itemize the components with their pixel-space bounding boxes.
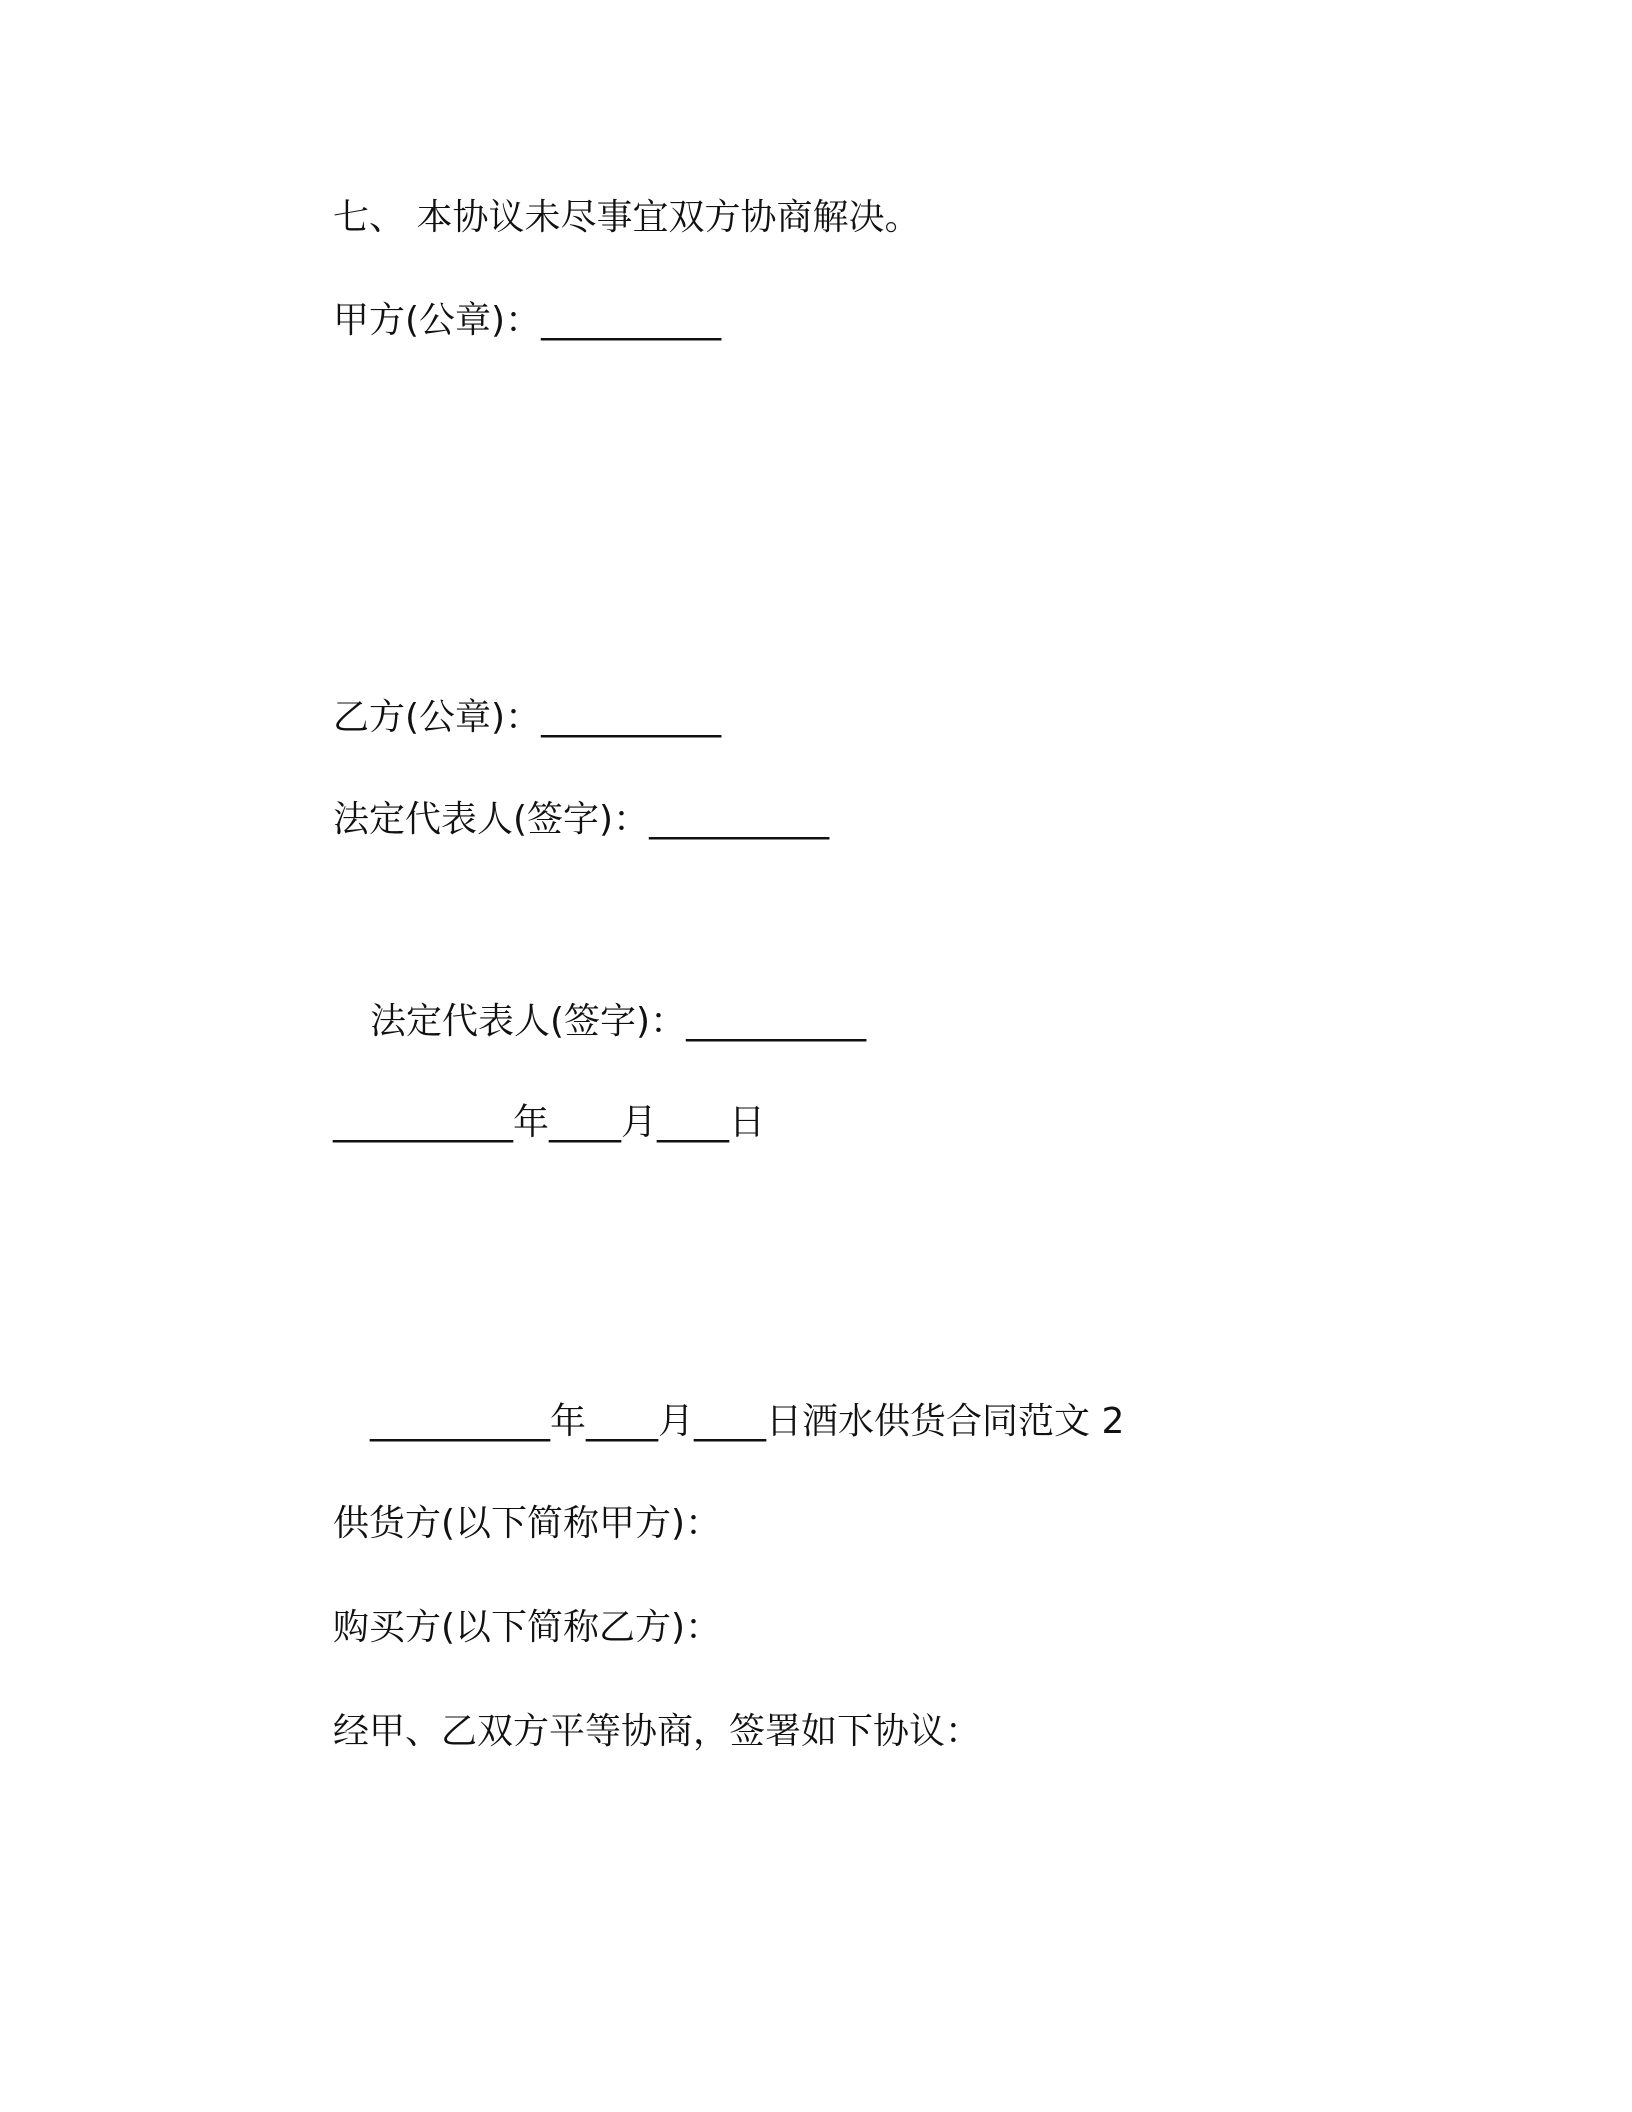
party-a-seal: 甲方(公章)：__________ <box>333 300 722 341</box>
contract-title: __________年____月____日酒水供货合同范文 2 <box>370 1401 1125 1442</box>
legal-representative-signature-b: 法定代表人(签字)：__________ <box>370 1001 867 1042</box>
legal-representative-signature-a: 法定代表人(签字)：__________ <box>333 799 830 840</box>
party-b-seal: 乙方(公章)：__________ <box>333 697 722 738</box>
clause-seven: 七、 本协议未尽事宜双方协商解决。 <box>333 197 921 238</box>
signing-date: __________年____月____日 <box>333 1102 765 1143</box>
supplier-party-line: 供货方(以下简称甲方)： <box>333 1503 722 1544</box>
buyer-party-line: 购买方(以下简称乙方)： <box>333 1607 722 1648</box>
agreement-intro: 经甲、乙双方平等协商，签署如下协议： <box>333 1711 982 1752</box>
